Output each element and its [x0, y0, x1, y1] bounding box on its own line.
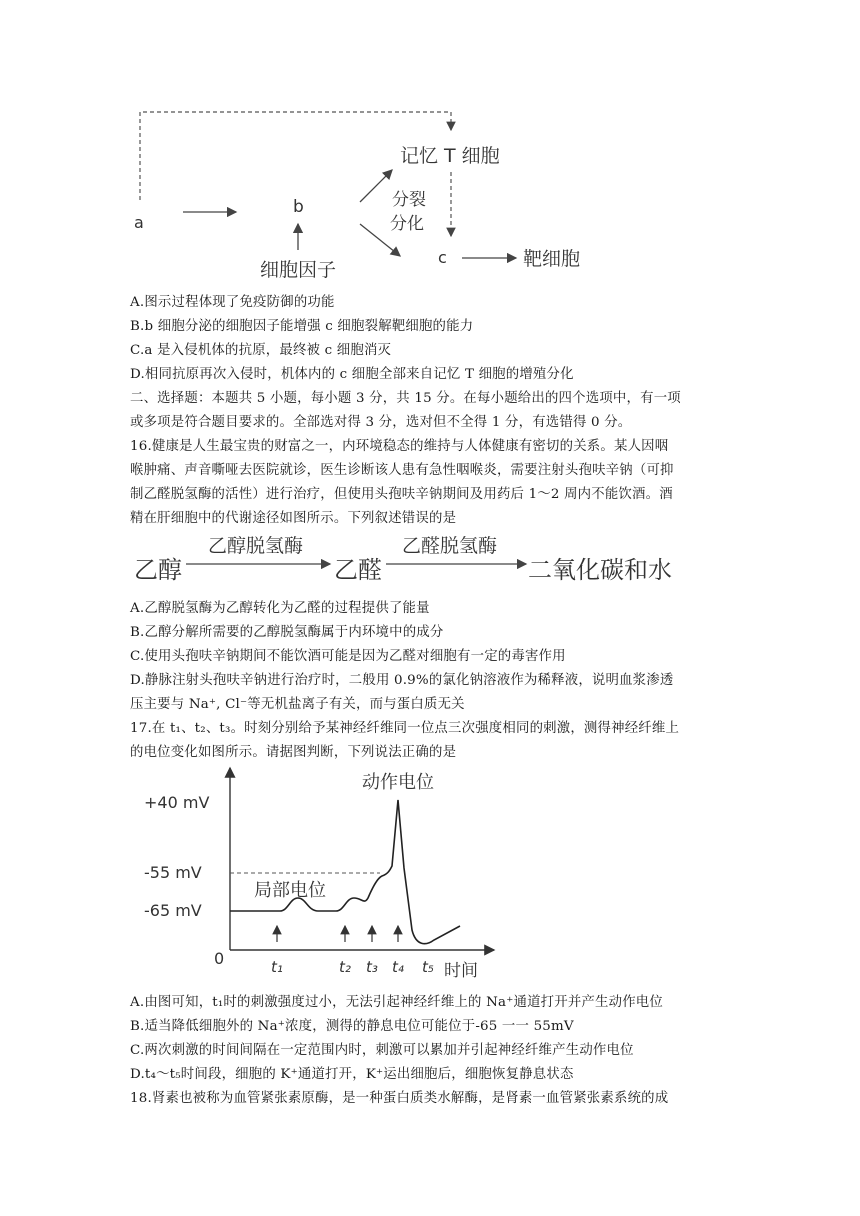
label-target-cell: 靶细胞 — [523, 248, 581, 270]
ethanol-pathway-diagram — [130, 530, 710, 590]
label-memory-t-cell: 记忆 T 细胞 — [400, 145, 500, 167]
q15-option-d: D.相同抗原再次入侵时，机体内的 c 细胞全部来自记忆 T 细胞的增殖分化 — [130, 367, 574, 382]
q16-stem-3: 制乙醛脱氢酶的活性）进行治疗，但使用头孢呋辛钠期间及用药后 1～2 周内不能饮酒。酒 — [130, 487, 673, 502]
potential-trace — [230, 800, 460, 944]
label-ethanol: 乙醇 — [134, 556, 182, 584]
section2-heading-2: 或多项是符合题目要求的。全部选对得 3 分，选对但不全得 1 分，有选错得 0 分。 — [130, 415, 632, 430]
q17-stem-2: 的电位变化如图所示。请据图判断，下列说法正确的是 — [130, 745, 457, 760]
q16-stem-2: 喉肿痛、声音嘶哑去医院就诊，医生诊断该人患有急性咽喉炎，需要注射头孢呋辛钠（可抑 — [130, 463, 674, 478]
q17-option-a: A.由图可知，t₁时的刺激强度过小，无法引起神经纤维上的 Na⁺通道打开并产生动作电位 — [130, 995, 663, 1010]
label-differentiate: 分化 — [390, 214, 424, 234]
y-tick-minus55: -55 mV — [144, 863, 202, 882]
label-cytokine: 细胞因子 — [260, 259, 337, 281]
label-enzyme-aldh: 乙醛脱氢酶 — [402, 535, 498, 557]
label-b: b — [293, 197, 304, 217]
membrane-potential-chart — [130, 760, 510, 985]
label-enzyme-adh: 乙醇脱氢酶 — [208, 535, 304, 557]
label-acetaldehyde: 乙醛 — [334, 556, 382, 584]
q17-stem-1: 17.在 t₁、t₂、t₃。时刻分别给予某神经纤维同一位点三次强度相同的刺激，测得神经纤维上 — [130, 721, 680, 736]
q16-stem-1: 16.健康是人生最宝贵的财富之一，内环境稳态的维持与人体健康有密切的关系。某人因咽 — [130, 439, 669, 454]
x-axis-label: 时间 — [444, 961, 478, 981]
section2-heading-1: 二、选择题：本题共 5 小题，每小题 3 分，共 15 分。在每小题给出的四个选项中，有一项 — [130, 391, 681, 406]
label-a: a — [134, 213, 144, 232]
q16-option-c: C.使用头孢呋辛钠期间不能饮酒可能是因为乙醛对细胞有一定的毒害作用 — [130, 649, 566, 664]
y-tick-minus65: -65 mV — [144, 901, 202, 920]
q15-option-a: A.图示过程体现了免疫防御的功能 — [130, 295, 335, 310]
annotation-action-potential: 动作电位 — [362, 772, 434, 793]
q16-stem-4: 精在肝细胞中的代谢途径如图所示。下列叙述错误的是 — [130, 511, 457, 526]
origin-label: 0 — [214, 949, 225, 968]
label-c: c — [438, 248, 447, 267]
arrow-b-to-memory — [360, 170, 392, 202]
immune-diagram — [128, 108, 598, 288]
tick-t4: t₄ — [392, 958, 404, 976]
annotation-local-potential: 局部电位 — [254, 880, 326, 901]
q16-option-d-2: 压主要与 Na⁺, Cl⁻等无机盐离子有关，而与蛋白质无关 — [130, 697, 465, 712]
q17-option-b: B.适当降低细胞外的 Na⁺浓度，测得的静息电位可能位于-65 一一 55mV — [130, 1019, 574, 1034]
q15-option-b: B.b 细胞分泌的细胞因子能增强 c 细胞裂解靶细胞的能力 — [130, 319, 474, 334]
label-co2-water: 二氧化碳和水 — [528, 556, 672, 584]
tick-t5: t₅ — [422, 958, 434, 976]
q16-option-b: B.乙醇分解所需要的乙醇脱氢酶属于内环境中的成分 — [130, 625, 444, 640]
q17-option-d: D.t₄～t₅时间段，细胞的 K⁺通道打开，K⁺运出细胞后，细胞恢复静息状态 — [130, 1067, 574, 1082]
label-split: 分裂 — [392, 190, 426, 210]
tick-t2: t₂ — [339, 958, 351, 976]
tick-t3: t₃ — [366, 958, 378, 976]
y-tick-plus40: +40 mV — [144, 793, 210, 812]
q18-stem-1: 18.肾素也被称为血管紧张素原酶，是一种蛋白质类水解酶，是肾素一血管紧张素系统的成 — [130, 1091, 669, 1106]
q16-option-d-1: D.静脉注射头孢呋辛钠进行治疗时，二般用 0.9%的氯化钠溶液作为稀释液，说明血浆渗透 — [130, 673, 674, 688]
q17-option-c: C.两次刺激的时间间隔在一定范围内时，刺激可以累加并引起神经纤维产生动作电位 — [130, 1043, 634, 1058]
tick-t1: t₁ — [271, 958, 283, 976]
q16-option-a: A.乙醇脱氢酶为乙醇转化为乙醛的过程提供了能量 — [130, 601, 430, 616]
q15-option-c: C.a 是入侵机体的抗原，最终被 c 细胞消灭 — [130, 343, 392, 358]
